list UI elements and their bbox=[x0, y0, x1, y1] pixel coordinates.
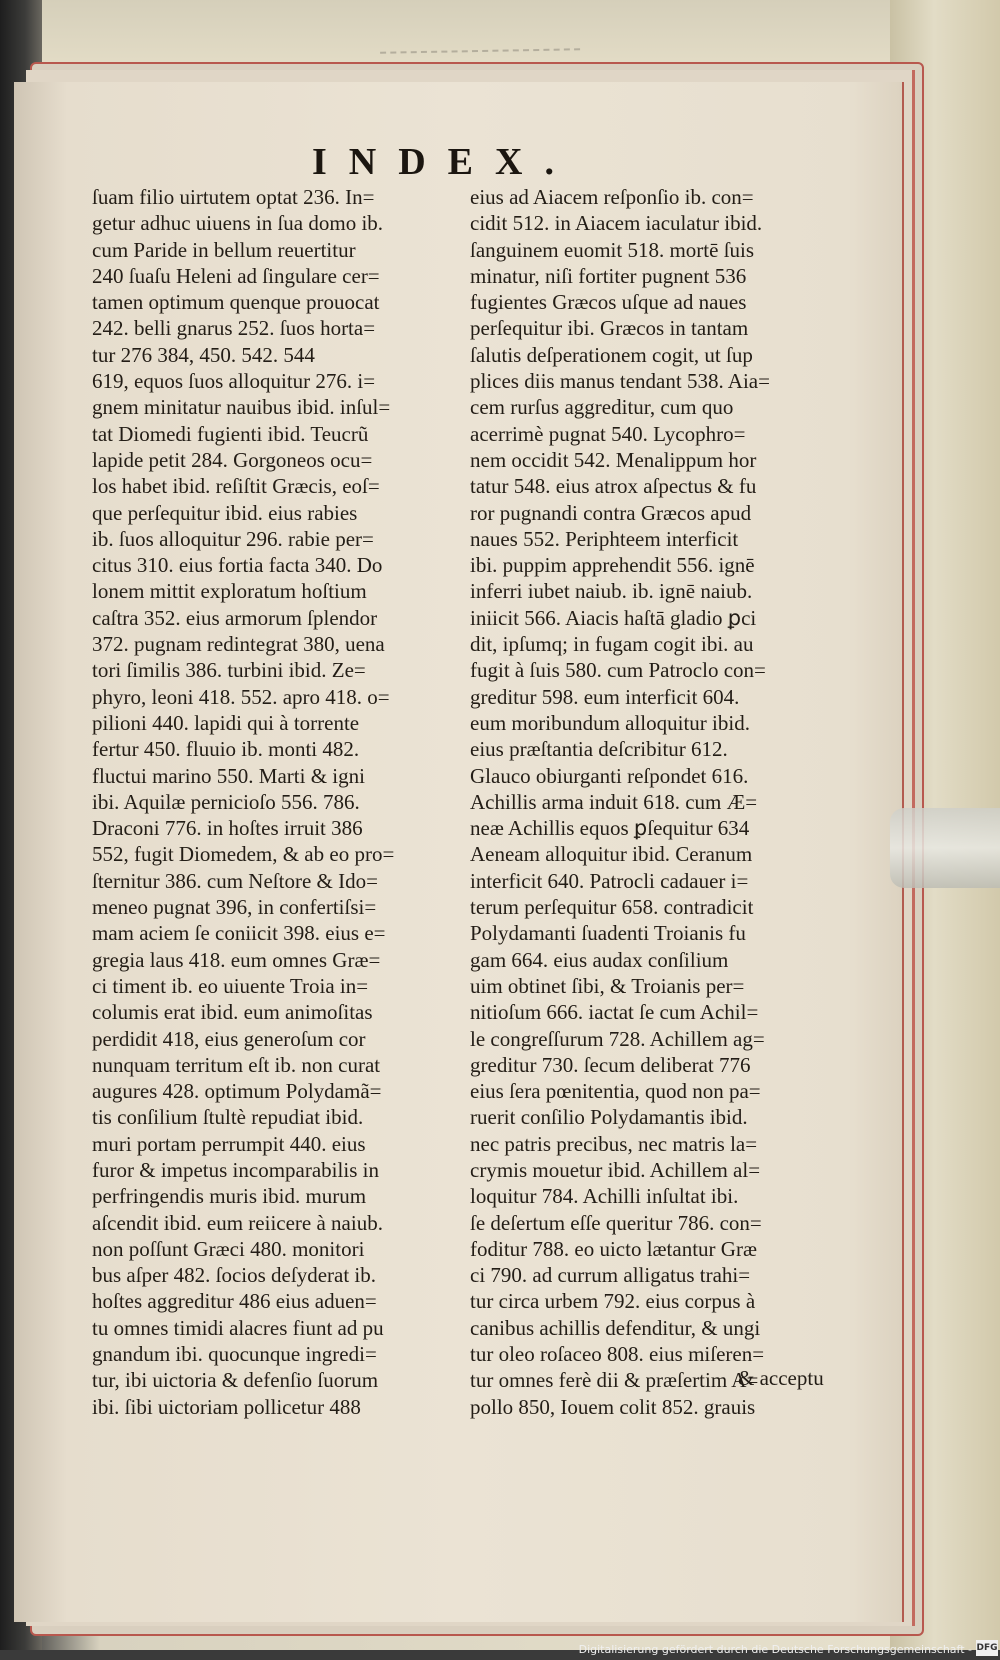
index-line: tatur 548. eius atrox aſpectus & fu bbox=[470, 474, 757, 499]
index-line: nitioſum 666. iactat ſe cum Achil= bbox=[470, 1000, 759, 1025]
index-line: fugit à ſuis 580. cum Patroclo con= bbox=[470, 658, 766, 683]
index-line: phyro, leoni 418. 552. apro 418. o= bbox=[92, 684, 390, 709]
index-line: naues 552. Periphteem interficit bbox=[470, 526, 739, 551]
index-line: dit, ipſumq; in fugam cogit ibi. au bbox=[470, 632, 754, 657]
cover-top-edge bbox=[40, 0, 1000, 70]
index-line: columis erat ibid. eum animoſitas bbox=[92, 1000, 373, 1025]
index-line: canibus achillis defenditur, & ungi bbox=[470, 1315, 761, 1340]
index-line: minatur, niſi fortiter pugnent 536 bbox=[470, 263, 747, 288]
index-line: ib. ſuos alloquitur 296. rabie per= bbox=[92, 526, 374, 551]
index-line: uim obtinet ſibi, & Troianis per= bbox=[470, 973, 745, 998]
index-line: bus aſper 482. ſocios deſyderat ib. bbox=[92, 1263, 377, 1288]
index-line: tamen optimum quenque prouocat bbox=[92, 290, 380, 315]
index-line: cem rurſus aggreditur, cum quo bbox=[470, 395, 734, 420]
index-line: ibi. Aquilæ pernicioſo 556. 786. bbox=[92, 789, 360, 814]
index-line: tu omnes timidi alacres fiunt ad pu bbox=[92, 1315, 384, 1340]
index-line: los habet ibid. reſiſtit Græcis, eoſ= bbox=[92, 474, 380, 499]
index-line: ibi. ſibi uictoriam pollicetur 488 bbox=[92, 1394, 361, 1419]
index-line: 372. pugnam redintegrat 380, uena bbox=[92, 632, 385, 657]
index-line: citus 310. eius fortia facta 340. Do bbox=[92, 553, 383, 578]
index-line: 240 ſuaſu Heleni ad ſingulare cer= bbox=[92, 263, 380, 288]
index-column-right bbox=[470, 184, 818, 1420]
index-line: foditur 788. eo uicto lætantur Græ bbox=[470, 1236, 757, 1261]
index-line: cum Paride in bellum reuertitur bbox=[92, 237, 356, 262]
index-line: gam 664. eius audax conſilium bbox=[470, 947, 729, 972]
index-line: Polydamanti ſuadenti Troianis fu bbox=[470, 921, 746, 946]
index-line: terum perſequitur 658. contradicit bbox=[470, 895, 754, 920]
index-line: ibi. puppim apprehendit 556. ignē bbox=[470, 553, 755, 578]
index-line: tur omnes ferè dii & præſertim A= bbox=[470, 1368, 759, 1393]
index-line: lapide petit 284. Gorgoneos ocu= bbox=[92, 447, 373, 472]
index-line: lonem mittit exploratum hoſtium bbox=[92, 579, 367, 604]
index-line: fluctui marino 550. Marti & igni bbox=[92, 763, 365, 788]
index-line: fugientes Græcos uſque ad naues bbox=[470, 290, 747, 315]
index-line: ſanguinem euomit 518. mortē ſuis bbox=[470, 237, 755, 262]
index-line: acerrimè pugnat 540. Lycophro= bbox=[470, 421, 746, 446]
index-line: pilioni 440. lapidi qui à torrente bbox=[92, 710, 360, 735]
index-line: mam aciem ſe coniicit 398. eius e= bbox=[92, 921, 386, 946]
index-line: nem occidit 542. Menalippum hor bbox=[470, 447, 757, 472]
index-line: ſuam filio uirtutem optat 236. In= bbox=[92, 185, 375, 209]
index-line: hoſtes aggreditur 486 eius aduen= bbox=[92, 1289, 377, 1314]
index-line: cidit 512. in Aiacem iaculatur ibid. bbox=[470, 211, 763, 236]
index-line: ſe deſertum eſſe queritur 786. con= bbox=[470, 1210, 762, 1235]
index-line: gnem minitatur nauibus ibid. inſul= bbox=[92, 395, 391, 420]
index-line: tur circa urbem 792. eius corpus à bbox=[470, 1289, 756, 1314]
index-line: perfringendis muris ibid. murum bbox=[92, 1184, 367, 1209]
index-line: plices diis manus tendant 538. Aia= bbox=[470, 369, 770, 394]
index-line: caſtra 352. eius armorum ſplendor bbox=[92, 605, 378, 630]
index-line: greditur 598. eum interficit 604. bbox=[470, 684, 740, 709]
index-line: meneo pugnat 396, in confertiſsi= bbox=[92, 895, 377, 920]
index-line: iniicit 566. Aiacis haſtā gladio ꝑci bbox=[470, 605, 757, 630]
index-line: ſternitur 386. cum Neſtore & Ido= bbox=[92, 868, 378, 893]
catchword: & acceptu bbox=[738, 1366, 824, 1390]
index-line: eius ſera pœnitentia, quod non pa= bbox=[470, 1079, 761, 1104]
footer-credit: Digitalisierung gefördert durch die Deutsche Forschungsgemeinschaft - bbox=[578, 1643, 972, 1656]
index-line: eum moribundum alloquitur ibid. bbox=[470, 710, 750, 735]
page-title: INDEX. bbox=[312, 141, 576, 183]
index-line: ruerit conſilio Polydamantis ibid. bbox=[470, 1105, 748, 1130]
index-line: tur, ibi uictoria & defenſio ſuorum bbox=[92, 1368, 379, 1393]
index-line: crymis mouetur ibid. Achillem al= bbox=[470, 1157, 761, 1182]
index-line: augures 428. optimum Polydamã= bbox=[92, 1079, 382, 1104]
index-line: ci timent ib. eo uiuente Troia in= bbox=[92, 973, 369, 998]
index-line: 242. belli gnarus 252. ſuos horta= bbox=[92, 316, 376, 341]
index-line: tur 276 384, 450. 542. 544 bbox=[92, 342, 315, 367]
index-line: interficit 640. Patrocli cadauer i= bbox=[470, 868, 749, 893]
dfg-logo: DFG bbox=[976, 1640, 998, 1656]
index-line: tat Diomedi fugienti ibid. Teucrũ bbox=[92, 421, 369, 446]
index-line: inferri iubet naiub. ib. ignē naiub. bbox=[470, 579, 753, 604]
index-line: muri portam perrumpit 440. eius bbox=[92, 1131, 366, 1156]
index-line: 552, fugit Diomedem, & ab eo pro= bbox=[92, 842, 395, 867]
index-line: tis conſilium ſtultè repudiat ibid. bbox=[92, 1105, 364, 1130]
index-line: tur oleo roſaceo 808. eius miſeren= bbox=[470, 1342, 765, 1367]
index-line: Glauco obiurganti reſpondet 616. bbox=[470, 763, 749, 788]
index-line: nec patris precibus, nec matris la= bbox=[470, 1131, 758, 1156]
index-line: pollo 850, Iouem colit 852. grauis bbox=[470, 1394, 756, 1419]
index-line: 619, equos ſuos alloquitur 276. i= bbox=[92, 369, 376, 394]
page-clip-tab bbox=[890, 808, 1000, 888]
index-line: Achillis arma induit 618. cum Æ= bbox=[470, 789, 758, 814]
index-column-left bbox=[92, 184, 452, 1420]
index-line: eius ad Aiacem reſponſio ib. con= bbox=[470, 185, 754, 209]
index-line: greditur 730. ſecum deliberat 776 bbox=[470, 1052, 751, 1077]
index-line: tori ſimilis 386. turbini ibid. Ze= bbox=[92, 658, 366, 683]
index-line: perſequitur ibi. Græcos in tantam bbox=[470, 316, 749, 341]
index-line: Draconi 776. in hoſtes irruit 386 bbox=[92, 816, 363, 841]
index-line: eius præſtantia deſcribitur 612. bbox=[470, 737, 728, 762]
index-line: fertur 450. fluuio ib. monti 482. bbox=[92, 737, 360, 762]
index-line: neæ Achillis equos ꝑſequitur 634 bbox=[470, 816, 750, 841]
index-line: gregia laus 418. eum omnes Græ= bbox=[92, 947, 381, 972]
index-line: non poſſunt Græci 480. monitori bbox=[92, 1236, 365, 1261]
index-line: furor & impetus incomparabilis in bbox=[92, 1157, 379, 1182]
index-line: que perſequitur ibid. eius rabies bbox=[92, 500, 358, 525]
index-line: ſalutis deſperationem cogit, ut ſup bbox=[470, 342, 753, 367]
index-line: ror pugnandi contra Græcos apud bbox=[470, 500, 752, 525]
index-line: nunquam territum eſt ib. non curat bbox=[92, 1052, 381, 1077]
index-line: aſcendit ibid. eum reiicere à naiub. bbox=[92, 1210, 383, 1235]
index-line: perdidit 418, eius generoſum cor bbox=[92, 1026, 366, 1051]
index-line: getur adhuc uiuens in ſua domo ib. bbox=[92, 211, 384, 236]
index-line: ci 790. ad currum alligatus trahi= bbox=[470, 1263, 751, 1288]
index-line: le congreſſurum 728. Achillem ag= bbox=[470, 1026, 765, 1051]
index-line: loquitur 784. Achilli inſultat ibi. bbox=[470, 1184, 739, 1209]
index-line: gnandum ibi. quocunque ingredi= bbox=[92, 1342, 377, 1367]
index-line: Aeneam alloquitur ibid. Ceranum bbox=[470, 842, 753, 867]
